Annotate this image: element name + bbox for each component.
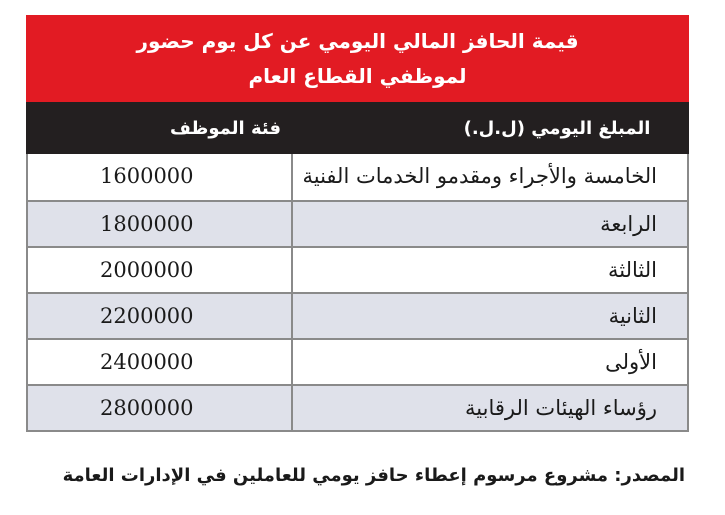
amount-cell: 2800000 xyxy=(100,396,194,420)
amount-cell: 1800000 xyxy=(100,212,194,236)
table-row xyxy=(28,246,687,292)
amount-cell: 1600000 xyxy=(100,164,194,188)
table-row xyxy=(28,154,687,200)
incentive-table xyxy=(26,15,689,432)
title-line-1: قيمة الحافز المالي اليومي عن كل يوم حضور xyxy=(136,29,579,53)
category-cell: الثانية xyxy=(291,294,687,338)
table-row xyxy=(28,292,687,338)
table-header xyxy=(26,102,689,154)
column-header-amount: المبلغ اليومي (ل.ل.) xyxy=(463,117,651,139)
amount-cell: 2000000 xyxy=(100,258,194,282)
category-cell: الخامسة والأجراء ومقدمو الخدمات الفنية xyxy=(291,154,687,200)
amount-cell: 2400000 xyxy=(100,350,194,374)
column-header-category: فئة الموظف xyxy=(170,117,281,139)
amount-cell: 2200000 xyxy=(100,304,194,328)
table-row xyxy=(28,200,687,246)
table-body xyxy=(26,154,689,432)
table-row xyxy=(28,338,687,384)
table-row xyxy=(28,384,687,430)
category-cell: الثالثة xyxy=(291,248,687,292)
category-cell: رؤساء الهيئات الرقابية xyxy=(291,386,687,430)
source-note: المصدر: مشروع مرسوم إعطاء حافز يومي للعاملين في الإدارات العامة xyxy=(62,465,685,486)
category-cell: الرابعة xyxy=(291,202,687,246)
title-line-2: لموظفي القطاع العام xyxy=(248,64,467,88)
table-title xyxy=(26,15,689,102)
category-cell: الأولى xyxy=(291,340,687,384)
